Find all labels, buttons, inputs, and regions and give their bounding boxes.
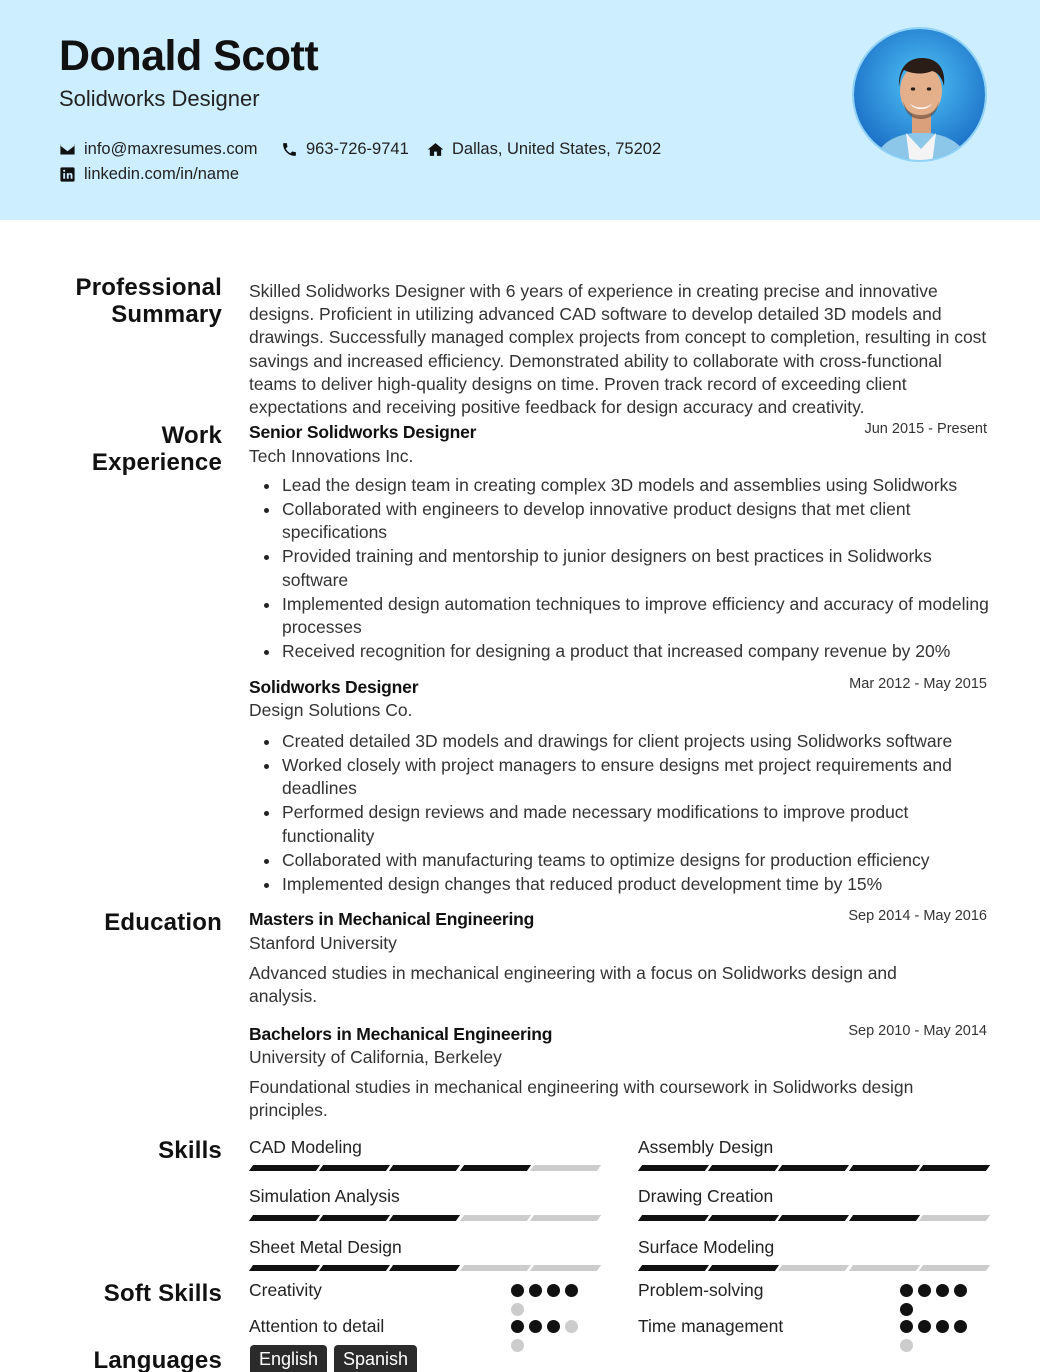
skill-level-segment	[460, 1265, 531, 1271]
candidate-name: Donald Scott	[59, 32, 319, 80]
job-dates: Mar 2012 - May 2015	[849, 676, 987, 692]
list-item: Provided training and mentorship to junior designers on best practices in Solidworks software	[282, 545, 994, 592]
section-title-skills: Skills	[158, 1137, 222, 1164]
profile-photo	[852, 27, 987, 162]
rating-dot	[954, 1320, 967, 1333]
rating-dot	[547, 1284, 560, 1297]
skill-level-bar	[640, 1265, 988, 1271]
rating-dot	[529, 1320, 542, 1333]
rating-dot	[954, 1284, 967, 1297]
skill-level-segment	[249, 1215, 320, 1221]
linkedin-text: linkedin.com/in/name	[84, 165, 239, 183]
skill-level-segment	[249, 1265, 320, 1271]
school-name: University of California, Berkeley	[249, 1047, 502, 1067]
skill-level-segment	[638, 1165, 709, 1171]
candidate-title: Solidworks Designer	[59, 86, 260, 111]
skill-level-segment	[778, 1165, 849, 1171]
skill-level-segment	[708, 1265, 779, 1271]
list-item: Implemented design automation techniques to improve efficiency and accuracy of modeling processes	[282, 593, 994, 640]
skill-level-segment	[249, 1165, 320, 1171]
soft-skill-rating	[511, 1284, 585, 1316]
list-item: Worked closely with project managers to ensure designs met project requirements and deadlines	[282, 754, 994, 801]
list-item: Collaborated with engineers to develop innovative product designs that met client specifications	[282, 498, 994, 545]
list-item: Received recognition for designing a product that increased company revenue by 20%	[282, 640, 994, 663]
skill-level-bar	[640, 1165, 988, 1171]
skill-level-segment	[849, 1215, 920, 1221]
skill-level-segment	[778, 1215, 849, 1221]
skill-level-segment	[919, 1165, 990, 1171]
rating-dot	[900, 1284, 913, 1297]
job-dates: Jun 2015 - Present	[864, 421, 987, 437]
rating-dot	[565, 1320, 578, 1333]
contact-location	[427, 140, 661, 159]
rating-dot	[936, 1284, 949, 1297]
rating-dot	[529, 1284, 542, 1297]
skill-level-segment	[530, 1265, 601, 1271]
skill-level-segment	[319, 1265, 390, 1271]
language-badge: English	[250, 1345, 327, 1372]
skill-name: CAD Modeling	[249, 1137, 362, 1157]
section-title-soft-skills: Soft Skills	[103, 1280, 222, 1307]
skill-level-segment	[319, 1215, 390, 1221]
contact-linkedin[interactable]	[59, 165, 239, 184]
skill-level-bar	[251, 1215, 599, 1221]
soft-skill-rating	[900, 1320, 974, 1352]
degree-title: Bachelors in Mechanical Engineering	[249, 1024, 553, 1044]
skill-level-bar	[251, 1165, 599, 1171]
rating-dot	[918, 1284, 931, 1297]
job-title: Solidworks Designer	[249, 677, 419, 697]
rating-dot	[565, 1284, 578, 1297]
skill-level-segment	[849, 1265, 920, 1271]
section-title-summary: Professional Summary	[75, 274, 222, 328]
skill-name: Simulation Analysis	[249, 1186, 400, 1206]
skill-level-segment	[638, 1215, 709, 1221]
job-company: Tech Innovations Inc.	[249, 446, 414, 466]
soft-skill-name: Time management	[638, 1316, 784, 1336]
skill-level-segment	[530, 1165, 601, 1171]
job-bullets	[282, 730, 994, 897]
skill-level-segment	[919, 1265, 990, 1271]
list-item: Implemented design changes that reduced product development time by 15%	[282, 873, 994, 896]
contact-phone[interactable]	[281, 140, 409, 159]
phone-text: 963-726-9741	[306, 140, 409, 158]
skill-level-bar	[640, 1215, 988, 1221]
home-icon	[427, 141, 444, 158]
language-badge: Spanish	[334, 1345, 417, 1372]
list-item: Collaborated with manufacturing teams to optimize designs for production efficiency	[282, 849, 994, 872]
soft-skill-rating	[511, 1320, 585, 1352]
skill-name: Drawing Creation	[638, 1186, 774, 1206]
email-text: info@maxresumes.com	[84, 140, 258, 158]
rating-dot	[936, 1320, 949, 1333]
soft-skill-name: Problem-solving	[638, 1280, 764, 1300]
rating-dot	[511, 1284, 524, 1297]
skill-level-segment	[849, 1165, 920, 1171]
degree-title: Masters in Mechanical Engineering	[249, 909, 535, 929]
rating-dot	[511, 1339, 524, 1352]
skill-level-segment	[638, 1265, 709, 1271]
location-text: Dallas, United States, 75202	[452, 140, 662, 158]
phone-icon	[281, 141, 298, 158]
skill-level-bar	[251, 1265, 599, 1271]
list-item: Lead the design team in creating complex 3D models and assemblies using Solidworks	[282, 474, 994, 497]
education-dates: Sep 2010 - May 2014	[848, 1023, 987, 1039]
linkedin-icon	[59, 166, 76, 183]
rating-dot	[900, 1303, 913, 1316]
section-title-languages: Languages	[93, 1347, 222, 1372]
skill-level-segment	[319, 1165, 390, 1171]
list-item: Created detailed 3D models and drawings for client projects using Solidworks software	[282, 730, 994, 753]
skill-level-segment	[389, 1215, 460, 1221]
header-band	[0, 0, 1040, 220]
education-description: Advanced studies in mechanical engineering with a focus on Solidworks design and analysis.	[249, 963, 897, 1007]
education-description: Foundational studies in mechanical engineering with coursework in Solidworks design principles.	[249, 1077, 914, 1121]
contact-email[interactable]	[59, 140, 258, 159]
section-title-education: Education	[104, 909, 222, 936]
summary-text: Skilled Solidworks Designer with 6 years of experience in creating precise and innovative designs. Proficient in utilizing advanced CAD software to develop detailed 3D models and drawings. Successfully managed complex projects from concept to completion, resulting in cost savings and increased efficiency. Demonstrated ability to collaborate with cross-functional teams to deliver high-quality designs on time. Proven track record of exceeding client expectations and receiving positive feedback for design accuracy and creativity.	[249, 281, 987, 418]
rating-dot	[511, 1320, 524, 1333]
skill-level-segment	[460, 1165, 531, 1171]
skill-name: Assembly Design	[638, 1137, 774, 1157]
job-title: Senior Solidworks Designer	[249, 422, 477, 442]
rating-dot	[547, 1320, 560, 1333]
skill-name: Surface Modeling	[638, 1237, 775, 1257]
skill-level-segment	[460, 1215, 531, 1221]
skill-level-segment	[389, 1265, 460, 1271]
school-name: Stanford University	[249, 933, 397, 953]
section-title-work: Work Experience	[91, 422, 222, 476]
rating-dot	[900, 1320, 913, 1333]
rating-dot	[918, 1320, 931, 1333]
skill-name: Sheet Metal Design	[249, 1237, 402, 1257]
list-item: Performed design reviews and made necessary modifications to improve product functionality	[282, 801, 994, 848]
job-company: Design Solutions Co.	[249, 700, 413, 720]
skill-level-segment	[919, 1215, 990, 1221]
job-bullets	[282, 474, 994, 664]
rating-dot	[900, 1339, 913, 1352]
skill-level-segment	[530, 1215, 601, 1221]
soft-skill-name: Attention to detail	[249, 1316, 385, 1336]
rating-dot	[511, 1303, 524, 1316]
skill-level-segment	[389, 1165, 460, 1171]
skill-level-segment	[778, 1265, 849, 1271]
skill-level-segment	[708, 1165, 779, 1171]
soft-skill-name: Creativity	[249, 1280, 322, 1300]
education-dates: Sep 2014 - May 2016	[848, 908, 987, 924]
soft-skill-rating	[900, 1284, 974, 1316]
skill-level-segment	[708, 1215, 779, 1221]
envelope-icon	[59, 141, 76, 158]
